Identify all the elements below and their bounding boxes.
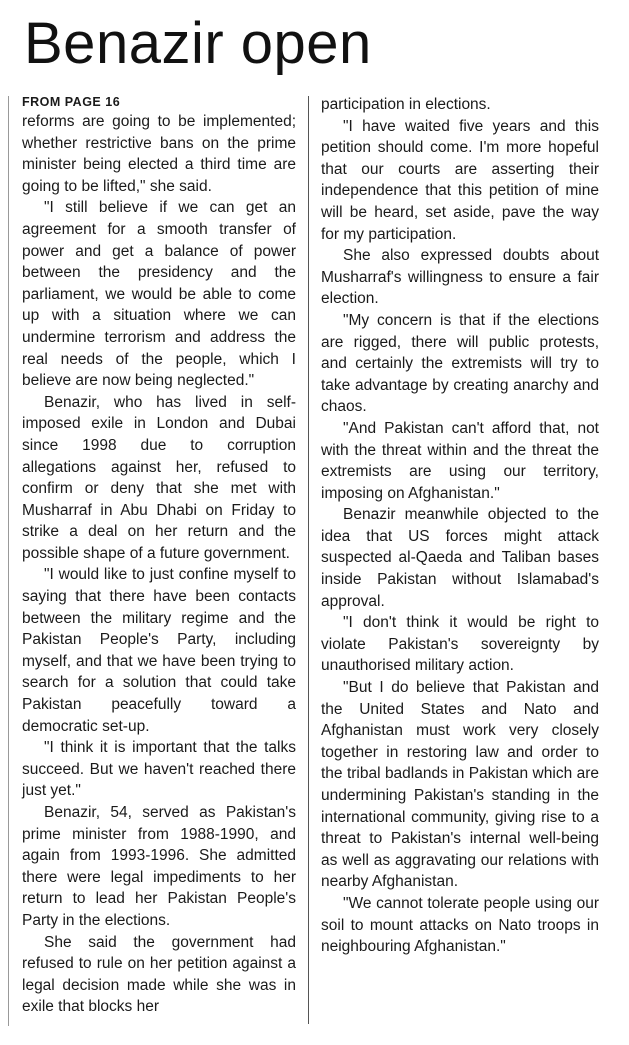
continuation-kicker: FROM PAGE 16 [22, 95, 121, 109]
paragraph: "I would like to just confine myself to saying that there have been contacts between the military regime and the Pakistan People's Party, including myself, and that we have been trying to search for a solution that could take Pakistan peacefully toward a democratic set-up. [22, 566, 296, 735]
paragraph: "I don't think it would be right to violate Pakistan's sovereignty by unauthorised military action. [321, 614, 599, 675]
paragraph: "I think it is important that the talks succeed. But we haven't reached there just yet." [22, 739, 296, 800]
paragraph: Benazir, 54, served as Pakistan's prime minister from 1988-1990, and again from 1993-1996. She admitted there were legal impediments to her return to lead her Pakistan People's Party in the elections. [22, 804, 296, 929]
paragraph: "I still believe if we can get an agreement for a smooth transfer of power and get a balance of power between the presidency and the parliament, we would be able to come up with a situation where we can undermine terrorism and address the real needs of the people, which I believe are now being neglected." [22, 199, 296, 390]
paragraph: She also expressed doubts about Musharraf's willingness to ensure a fair election. [321, 247, 599, 308]
paragraph: "And Pakistan can't afford that, not with the threat within and the threat the extremists are using our territory, imposing on Afghanistan." [321, 419, 599, 502]
left-column [22, 94, 296, 1018]
right-column [321, 94, 599, 958]
paragraph: Benazir, who has lived in self-imposed exile in London and Dubai since 1998 due to corruption allegations against her, refused to confirm or deny that she met with Musharraf in Abu Dhabi on Friday to strike a deal on her return and the possible shape of a future government. [22, 393, 296, 562]
paragraph: She said the government had refused to rule on her petition against a legal decision made while she was in exile that blocks her [22, 933, 296, 1016]
paragraph: reforms are going to be implemented; whether restrictive bans on the prime minister being elected a third time are going to be lifted," she said. [22, 113, 296, 195]
paragraph: participation in elections. [321, 96, 491, 113]
paragraph: "But I do believe that Pakistan and the United States and Nato and Afghanistan must work very closely together in restoring law and order to the tribal badlands in Pakistan which are undermining Pakistan's standing in the international community, giving rise to a threat to Pakistan's internal well-being as well as aggravating our relations with nearby Afghanistan. [321, 679, 599, 891]
paragraph: "I have waited five years and this petition should come. I'm more hopeful that our courts are asserting their independence that this petition of mine will be heard, set aside, pave the way for my participation. [321, 117, 599, 243]
paragraph: Benazir meanwhile objected to the idea that US forces might attack suspected al-Qaeda and Taliban bases inside Pakistan without Islamabad's approval. [321, 506, 599, 610]
paragraph: "My concern is that if the elections are rigged, there will public protests, and certainly the extremists will try to take advantage by creating anarchy and chaos. [321, 311, 599, 416]
column-divider [308, 96, 309, 1024]
headline: Benazir open [24, 11, 372, 76]
left-edge-rule [8, 96, 9, 1026]
paragraph: "We cannot tolerate people using our soil to mount attacks on Nato troops in neighbouring Afghanistan." [321, 894, 599, 956]
